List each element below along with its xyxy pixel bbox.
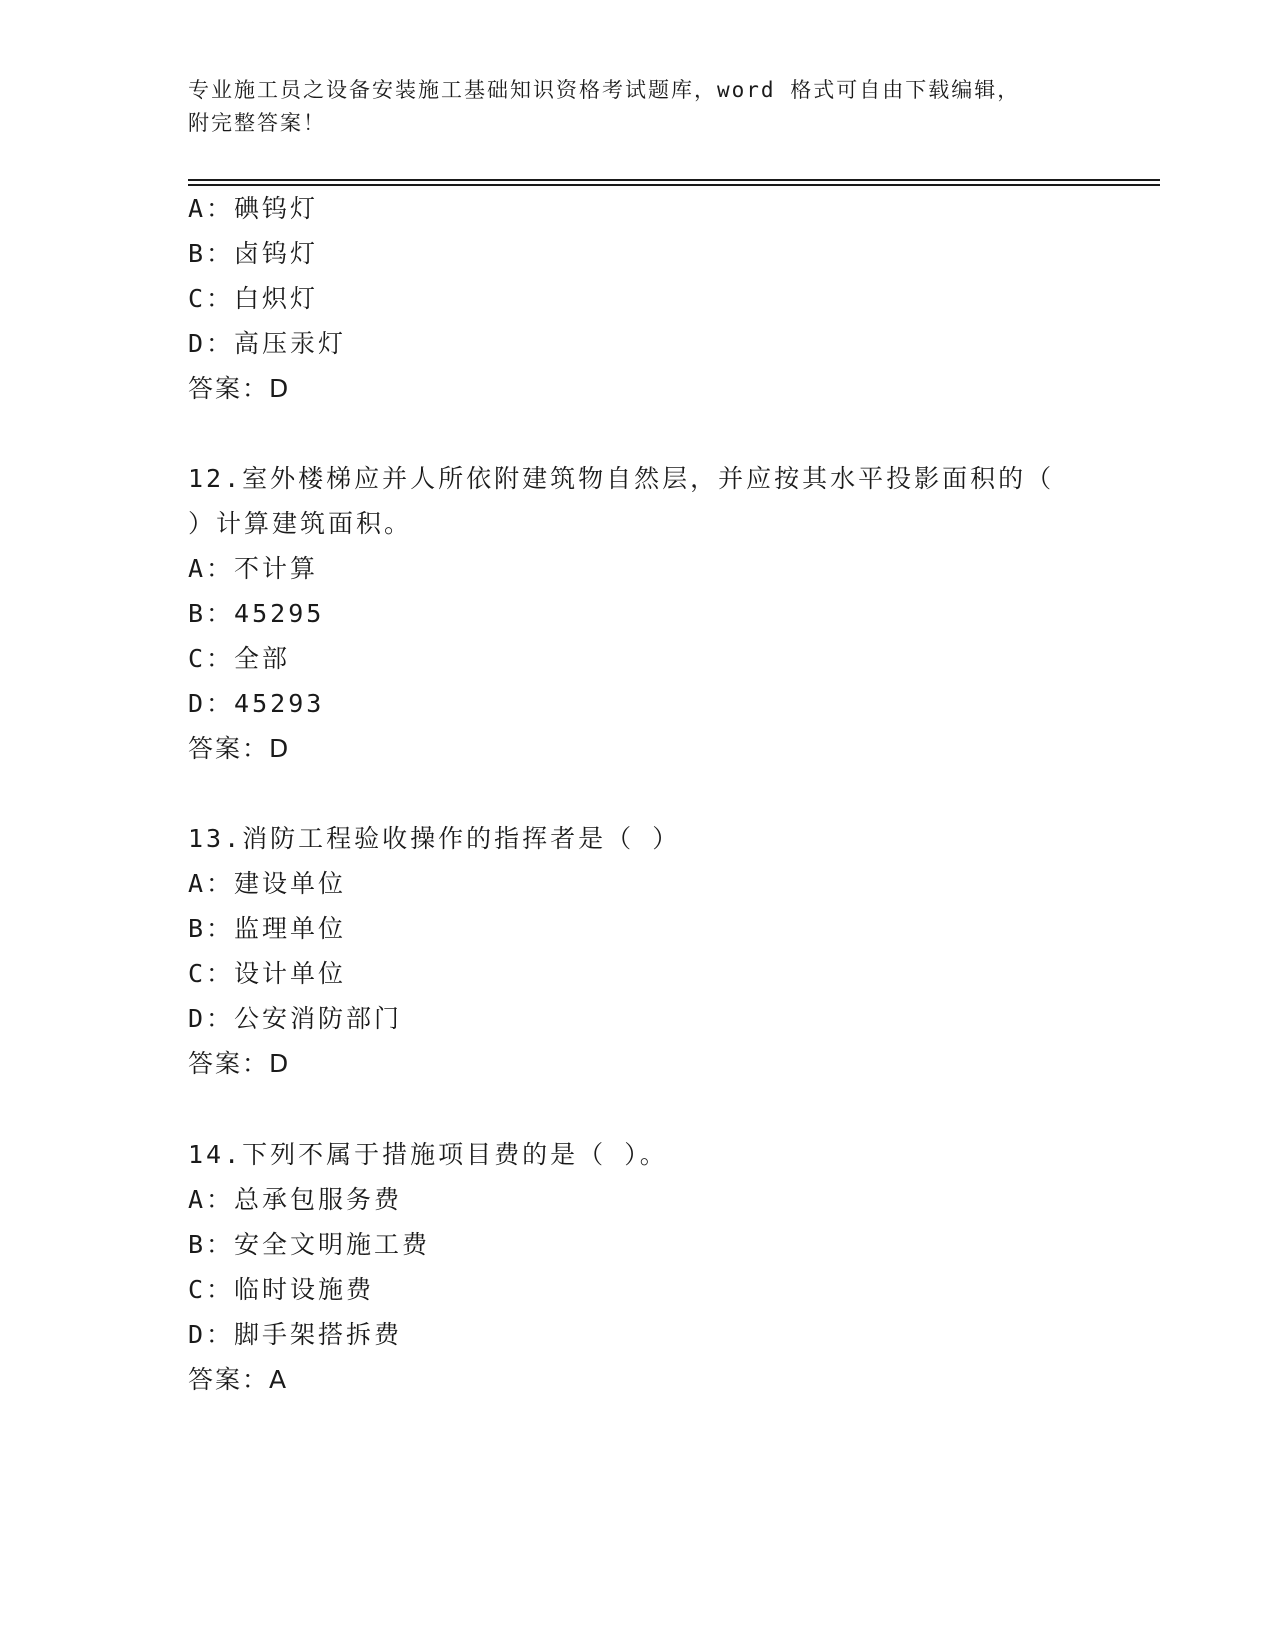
q11-answer: 答案：D [188, 374, 291, 403]
q11-option-b: B：卤钨灯 [188, 239, 319, 268]
q13-option-d: D：公安消防部门 [188, 1004, 403, 1033]
q12-option-a: A：不计算 [188, 554, 319, 583]
q14-option-a: A：总承包服务费 [188, 1185, 403, 1214]
q12-option-d: D：45293 [188, 689, 325, 718]
q12-answer: 答案：D [188, 734, 291, 763]
q11-option-a: A：碘钨灯 [188, 194, 319, 223]
q13-option-b: B：监理单位 [188, 914, 347, 943]
q12-option-b: B：45295 [188, 599, 325, 628]
q12-stem-line-1: 12.室外楼梯应并人所依附建筑物自然层，并应按其水平投影面积的（ [188, 464, 1055, 493]
q11-option-d: D：高压汞灯 [188, 329, 347, 358]
q11-option-c: C：白炽灯 [188, 284, 319, 313]
q13-answer: 答案：D [188, 1049, 291, 1078]
header-line-1: 专业施工员之设备安装施工基础知识资格考试题库，word 格式可自由下载编辑， [188, 78, 1021, 102]
document-header [188, 74, 1088, 140]
q12-stem-line-2: ）计算建筑面积。 [188, 509, 413, 538]
q14-stem: 14.下列不属于措施项目费的是（ ）。 [188, 1140, 668, 1169]
q14-option-c: C：临时设施费 [188, 1275, 375, 1304]
q14-option-b: B：安全文明施工费 [188, 1230, 431, 1259]
header-divider-bottom [188, 184, 1160, 186]
header-divider-top [188, 179, 1160, 181]
q13-option-a: A：建设单位 [188, 869, 347, 898]
q14-answer: 答案：A [188, 1365, 289, 1394]
q12-option-c: C：全部 [188, 644, 291, 673]
q13-stem: 13.消防工程验收操作的指挥者是（ ） [188, 824, 681, 853]
q13-option-c: C：设计单位 [188, 959, 347, 988]
header-line-2: 附完整答案！ [188, 111, 326, 135]
q14-option-d: D：脚手架搭拆费 [188, 1320, 403, 1349]
